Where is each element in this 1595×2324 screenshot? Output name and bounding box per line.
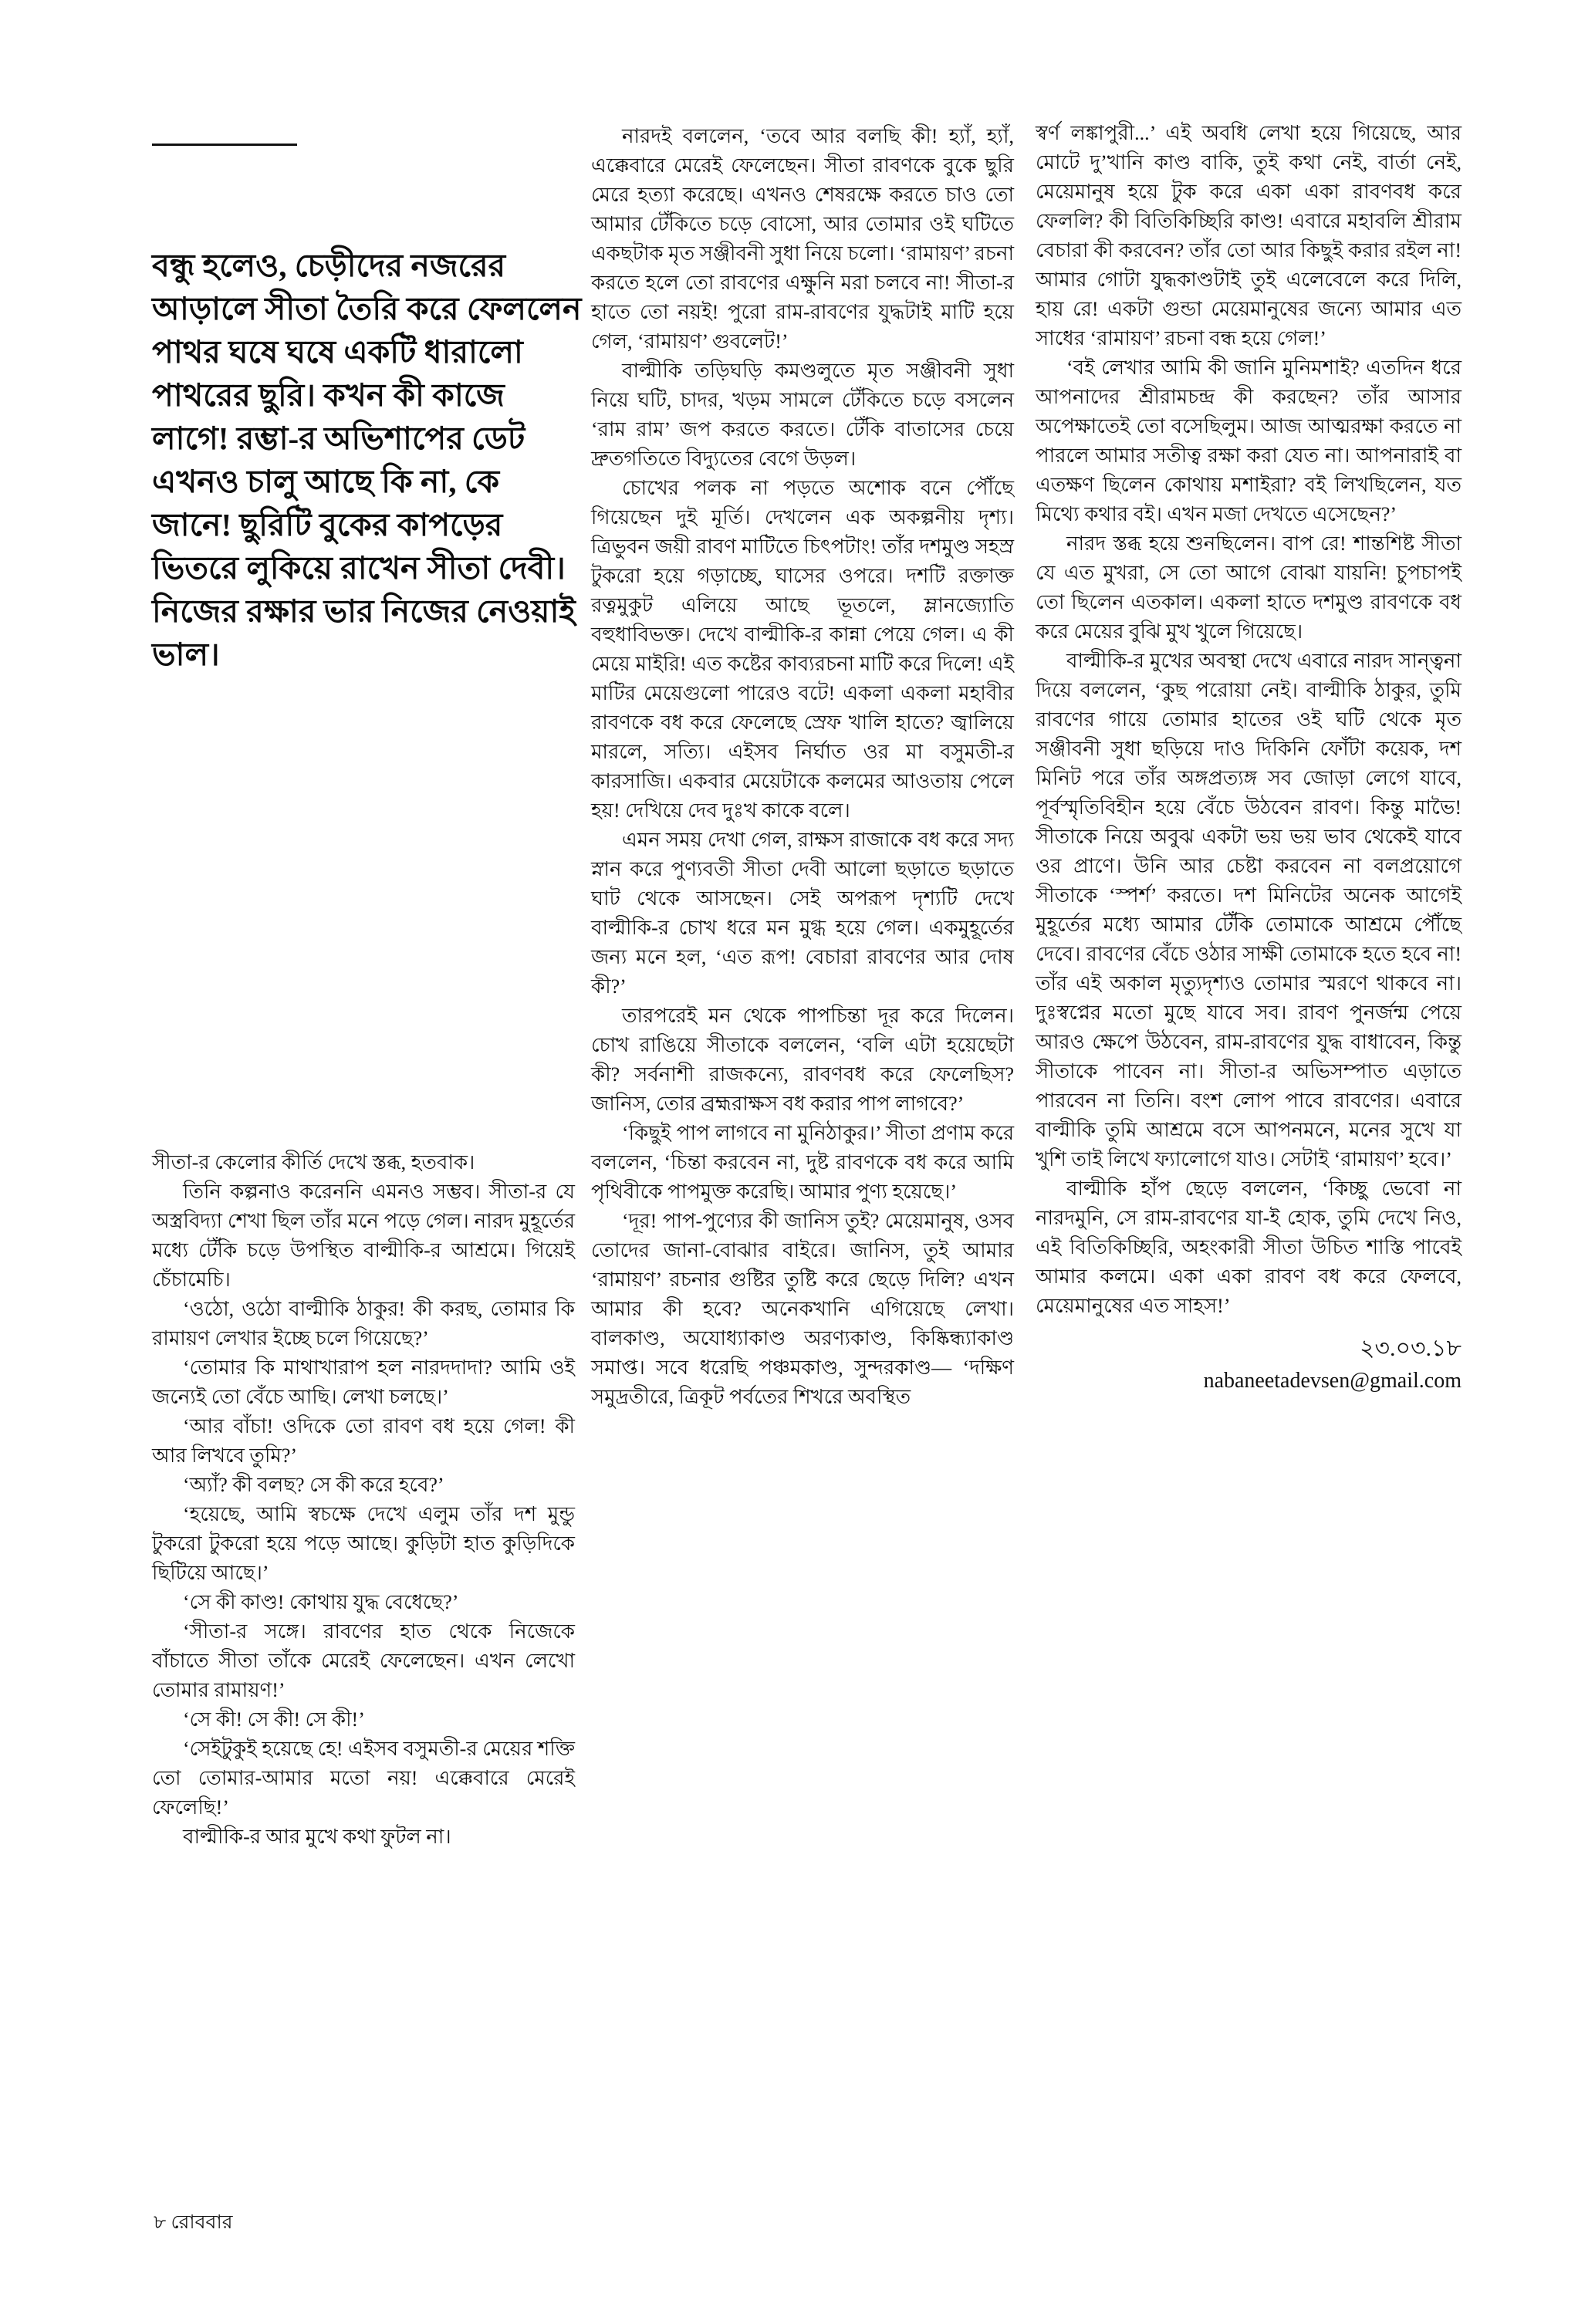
paragraph: ‘আর বাঁচা! ওদিকে তো রাবণ বধ হয়ে গেল! কী আর লিখবে তুমি?’ (152, 1415, 575, 1467)
paragraph: ‘সীতা-র সঙ্গে। রাবণের হাত থেকে নিজেকে বাঁচাতে সীতা তাঁকে মেরেই ফেলেছেন। এখন লেখো তোমার রামায়ণ!’ (152, 1620, 575, 1701)
pull-quote: বন্ধু হলেও, চেড়ীদের নজরের আড়ালে সীতা তৈরি করে ফেললেন পাথর ঘষে ঘষে একটি ধারালো পাথরের ছুরি। কখন কী কাজে লাগে! রম্ভা-র অভিশাপের ডেট এখনও চালু আছে কি না, কে জানে! ছুরিটি বুকের কাপড়ের ভিতরে লুকিয়ে রাখেন সীতা দেবী। নিজের রক্ষার ভার নিজের নেওয়াই ভাল। (152, 248, 582, 672)
paragraph: ‘সেইটুকুই হয়েছে হে! এইসব বসুমতী-র মেয়ের শক্তি তো তোমার-আমার মতো নয়! এক্কেবারে মেরেই ফেলেছি!’ (152, 1738, 575, 1819)
paragraph: ‘সে কী কাণ্ড! কোথায় যুদ্ধ বেধেছে?’ (183, 1591, 459, 1613)
right-column-paragraphs (1036, 119, 1462, 1321)
paragraph: ‘ওঠো, ওঠো বাল্মীকি ঠাকুর! কী করছ, তোমার কি রামায়ণ লেখার ইচ্ছে চলে গিয়েছে?’ (152, 1298, 575, 1349)
paragraph: ‘কিছুই পাপ লাগবে না মুনিঠাকুর।’ সীতা প্রণাম করে বললেন, ‘চিন্তা করবেন না, দুষ্ট রাবণকে বধ করে আমি পৃথিবীকে পাপমুক্ত করেছি। আমার পুণ্য হয়েছে।’ (591, 1122, 1014, 1203)
paragraph: ‘সে কী! সে কী! সে কী!’ (183, 1708, 365, 1731)
page-footer (154, 2211, 232, 2234)
paragraph: বাল্মীকি তড়িঘড়ি কমণ্ডলুতে মৃত সঞ্জীবনী সুধা নিয়ে ঘটি, চাদর, খড়ম সামলে টেঁকিতে চড়ে বসলেন ‘রাম রাম’ জপ করতে করতে। টেঁকি বাতাসের চেয়ে দ্রুতগতিতে বিদ্যুতের বেগে উড়ল। (591, 360, 1014, 470)
paragraph: ‘তোমার কি মাথাখারাপ হল নারদদাদা? আমি ওই জন্যেই তো বেঁচে আছি। লেখা চলছে।’ (152, 1356, 575, 1408)
paragraph: তারপরেই মন থেকে পাপচিন্তা দূর করে দিলেন। চোখ রাঙিয়ে সীতাকে বললেন, ‘বলি এটা হয়েছেটা কী? সর্বনাশী রাজকন্যে, রাবণবধ করে ফেলেছিস? জানিস, তোর ব্রহ্মরাক্ষস বধ করার পাপ লাগবে?’ (591, 1005, 1014, 1115)
paragraph: এমন সময় দেখা গেল, রাক্ষস রাজাকে বধ করে সদ্য স্নান করে পুণ্যবতী সীতা দেবী আলো ছড়াতে ছড়াতে ঘাট থেকে আসছেন। সেই অপরূপ দৃশ্যটি দেখে বাল্মীকি-র চোখ ধরে মন মুগ্ধ হয়ে গেল। একমুহূর্তের জন্য মনে হল, ‘এত রূপ! বেচারা রাবণের আর দোষ কী?’ (591, 829, 1014, 998)
left-column-text (152, 1148, 575, 1852)
right-column-text (1036, 119, 1462, 1395)
page-number-and-title: ৮ রোববার (154, 2212, 233, 2233)
paragraph: ‘বই লেখার আমি কী জানি মুনিমশাই? এতদিন ধরে আপনাদের শ্রীরামচন্দ্র কী করছেন? তাঁর আসার অপেক্ষাতেই তো বসেছিলুম। আজ আত্মরক্ষা করতে না পারলে আমার সতীত্ব রক্ষা করা যেত না। আপনারাই বা এতক্ষণ ছিলেন কোথায় মশাইরা? বই লিখছিলেন, যত মিথ্যে কথার বই। এখন মজা দেখতে এসেছেন?’ (1036, 356, 1462, 525)
paragraph: সীতা-র কেলোর কীর্তি দেখে স্তব্ধ, হতবাক। (152, 1151, 475, 1174)
paragraph: নারদ স্তব্ধ হয়ে শুনছিলেন। বাপ রে! শান্তশিষ্ট সীতা যে এত মুখরা, সে তো আগে বোঝা যায়নি! চুপচাপই তো ছিলেন এতকাল। একলা হাতে দশমুণ্ড রাবণকে বধ করে মেয়ের বুঝি মুখ খুলে গিয়েছে। (1036, 532, 1462, 643)
author-email: nabaneetadevsen@gmail.com (1203, 1369, 1462, 1393)
paragraph: নারদই বললেন, ‘তবে আর বলছি কী! হ্যাঁ, হ্যাঁ, এক্কেবারে মেরেই ফেলেছেন। সীতা রাবণকে বুকে ছুরি মেরে হত্যা করেছে। এখনও শেষরক্ষে করতে চাও তো আমার টেঁকিতে চড়ে বোসো, আর তোমার ওই ঘটিতে একছটাক মৃত সঞ্জীবনী সুধা নিয়ে চলো। ‘রামায়ণ’ রচনা করতে হলে তো রাবণের এক্ষুনি মরা চলবে না! সীতা-র হাতে তো নয়ই! পুরো রাম-রাবণের যুদ্ধটাই মাটি হয়ে গেল, ‘রামায়ণ’ গুবলেট!’ (591, 125, 1014, 353)
paragraph: ‘দূর! পাপ-পুণ্যের কী জানিস তুই? মেয়েমানুষ, ওসব তোদের জানা-বোঝার বাইরে। জানিস, তুই আমার ‘রামায়ণ’ রচনার গুষ্টির তুষ্টি করে ছেড়ে দিলি? এখন আমার কী হবে? অনেকখানি এগিয়েছে লেখা। বালকাণ্ড, অযোধ্যাকাণ্ড অরণ্যকাণ্ড, কিষ্কিন্ধ্যাকাণ্ড সমাপ্ত। সবে ধরেছি পঞ্চমকাণ্ড, সুন্দরকাণ্ড— ‘দক্ষিণ সমুদ্রতীরে, ত্রিকূট পর্বতের শিখরে অবস্থিত (591, 1210, 1014, 1408)
middle-column-text (591, 122, 1014, 1412)
article-date: ২৩.০৩.১৮ (1360, 1336, 1462, 1361)
pullquote-rule (152, 144, 297, 146)
paragraph: ‘হয়েছে, আমি স্বচক্ষে দেখে এলুম তাঁর দশ মুন্ডু টুকরো টুকরো হয়ে পড়ে আছে। কুড়িটা হাত কুড়িদিকে ছিটিয়ে আছে।’ (152, 1503, 575, 1584)
paragraph: স্বর্ণ লঙ্কাপুরী...’ এই অবধি লেখা হয়ে গিয়েছে, আর মোটে দু’খানি কাণ্ড বাকি, তুই কথা নেই, বার্তা নেই, মেয়েমানুষ হয়ে টুক করে একা একা রাবণবধ করে ফেললি? কী বিতিকিচ্ছিরি কাণ্ড! এবারে মহাবলি শ্রীরাম বেচারা কী করবেন? তাঁর তো আর কিছুই করার রইল না! আমার গোটা যুদ্ধকাণ্ডটাই তুই এলেবেলে করে দিলি, হায় রে! একটা গুন্ডা মেয়েমানুষের জন্যে আমার এত সাধের ‘রামায়ণ’ রচনা বন্ধ হয়ে গেল!’ (1036, 122, 1462, 350)
paragraph: বাল্মীকি-র আর মুখে কথা ফুটল না। (183, 1826, 451, 1848)
paragraph: বাল্মীকি হাঁপ ছেড়ে বললেন, ‘কিচ্ছু ভেবো না নারদমুনি, সে রাম-রাবণের যা-ই হোক, তুমি দেখে নিও, এই বিতিকিচ্ছিরি, অহংকারী সীতা উচিত শাস্তি পাবেই আমার কলমে। একা একা রাবণ বধ করে ফেলবে, মেয়েমানুষের এত সাহস!’ (1036, 1177, 1462, 1317)
paragraph: চোখের পলক না পড়তে অশোক বনে পৌঁছে গিয়েছেন দুই মূর্তি। দেখলেন এক অকল্পনীয় দৃশ্য। ত্রিভুবন জয়ী রাবণ মাটিতে চিৎপটাং! তাঁর দশমুণ্ড সহস্র টুকরো হয়ে গড়াচ্ছে, ঘাসের ওপরে। দশটি রক্তাক্ত রত্নমুকুট এলিয়ে আছে ভূতলে, ম্লানজ্যোতি বহুধাবিভক্ত। দেখে বাল্মীকি-র কান্না পেয়ে গেল। এ কী মেয়ে মাইরি! এত কষ্টের কাব্যরচনা মাটি করে দিলে! এই মাটির মেয়েগুলো পারেও বটে! একলা একলা মহাবীর রাবণকে বধ করে ফেলেছে স্রেফ খালি হাতে? জ্বালিয়ে মারলে, সত্যি। এইসব নির্ঘাত ওর মা বসুমতী-র কারসাজি। একবার মেয়েটাকে কলমের আওতায় পেলে হয়! দেখিয়ে দেব দুঃখ কাকে বলে। (591, 477, 1014, 822)
paragraph: বাল্মীকি-র মুখের অবস্থা দেখে এবারে নারদ সান্ত্বনা দিয়ে বললেন, ‘কুছ পরোয়া নেই। বাল্মীকি ঠাকুর, তুমি রাবণের গায়ে তোমার হাতের ওই ঘটি থেকে মৃত সঞ্জীবনী সুধা ছড়িয়ে দাও দিকিনি ফোঁটা কয়েক, দশ মিনিট পরে তাঁর অঙ্গপ্রত্যঙ্গ সব জোড়া লেগে যাবে, পূর্বস্মৃতিবিহীন হয়ে বেঁচে উঠবেন রাবণ। কিন্তু মাভৈ! সীতাকে নিয়ে অবুঝ একটা ভয় ভয় ভাব থেকেই যাবে ওর প্রাণে। উনি আর চেষ্টা করবেন না বলপ্রয়োগে সীতাকে ‘স্পর্শ’ করতে। দশ মিনিটের অনেক আগেই মুহূর্তের মধ্যে আমার টেঁকি তোমাকে আশ্রমে পৌঁছে দেবে। রাবণের বেঁচে ওঠার সাক্ষী তোমাকে হতে হবে না! তাঁর এই অকাল মৃত্যুদৃশ্যও তোমার স্মরণে থাকবে না। দুঃস্বপ্নের মতো মুছে যাবে সব। রাবণ পুনর্জন্ম পেয়ে আরও ক্ষেপে উঠবেন, রাম-রাবণের যুদ্ধ বাধাবেন, কিন্তু সীতাকে পাবেন না। সীতা-র অভিসম্পাত এড়াতে পারবেন না তিনি। বংশ লোপ পাবে রাবণের। এবারে বাল্মীকি তুমি আশ্রমে বসে আপনমনে, মনের সুখে যা খুশি তাই লিখে ফ্যালোগে যাও। সেটাই ‘রামায়ণ’ হবে।’ (1036, 650, 1462, 1170)
paragraph: ‘অ্যাঁ? কী বলছ? সে কী করে হবে?’ (183, 1474, 444, 1496)
paragraph: তিনি কল্পনাও করেননি এমনও সম্ভব। সীতা-র যে অস্ত্রবিদ্যা শেখা ছিল তাঁর মনে পড়ে গেল। নারদ মুহূর্তের মধ্যে টেঁকি চড়ে উপস্থিত বাল্মীকি-র আশ্রমে। গিয়েই চেঁচামেচি। (152, 1181, 575, 1291)
